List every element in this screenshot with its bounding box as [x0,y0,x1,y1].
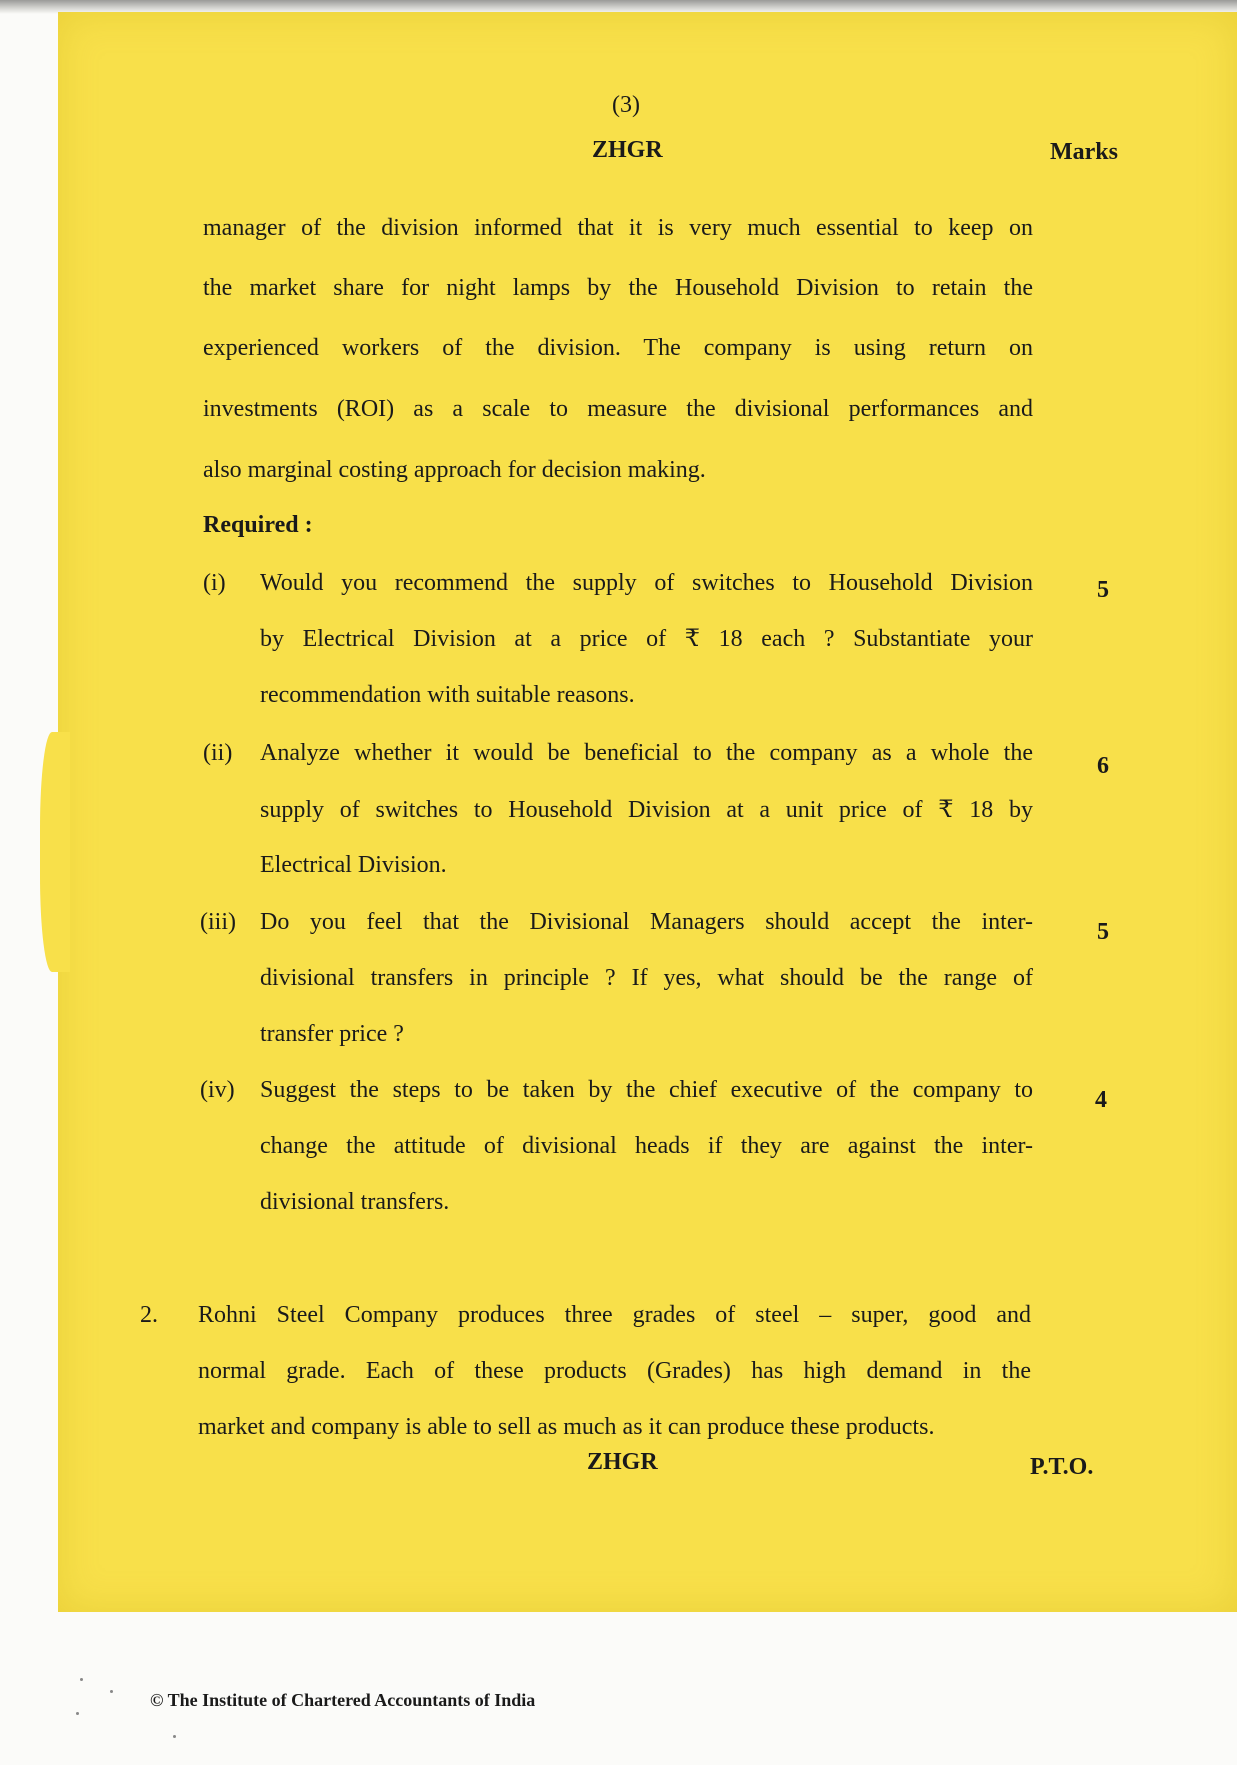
scan-speck [173,1735,176,1738]
paper-code-footer: ZHGR [587,1449,658,1475]
intro-line: manager of the division informed that it is very much essential to keep on [203,215,1033,241]
part-number: (i) [203,570,226,596]
part-line: by Electrical Division at a price of ₹ 18 each ? Substantiate your [260,626,1033,652]
intro-line: investments (ROI) as a scale to measure the divisional performances and [203,396,1033,422]
question-line: normal grade. Each of these products (Grades) has high demand in the [198,1358,1031,1384]
part-line: Analyze whether it would be beneficial to the company as a whole the [260,740,1033,766]
paper-code-header: ZHGR [592,137,663,163]
part-line: Suggest the steps to be taken by the chief executive of the company to [260,1077,1033,1103]
scan-speck [110,1690,113,1693]
pto-label: P.T.O. [1030,1454,1094,1480]
part-number: (iii) [200,909,236,935]
part-line: divisional transfers. [260,1189,450,1215]
part-marks: 5 [1097,577,1109,603]
part-marks: 6 [1097,753,1109,779]
part-line: recommendation with suitable reasons. [260,682,635,708]
part-line: Electrical Division. [260,852,447,878]
part-number: (ii) [203,740,233,766]
part-line: Do you feel that the Divisional Managers should accept the inter- [260,909,1033,935]
marks-column-heading: Marks [1050,139,1118,165]
intro-line: also marginal costing approach for decision making. [203,457,706,483]
part-line: supply of switches to Household Division at a unit price of ₹ 18 by [260,797,1033,823]
part-line: Would you recommend the supply of switches to Household Division [260,570,1033,596]
part-line: transfer price ? [260,1021,404,1047]
intro-line: experienced workers of the division. The company is using return on [203,335,1033,361]
question-number: 2. [140,1302,158,1328]
scan-speck [80,1678,83,1681]
torn-edge [40,732,70,972]
question-line: Rohni Steel Company produces three grades of steel – super, good and [198,1302,1031,1328]
question-line: market and company is able to sell as much as it can produce these products. [198,1414,935,1440]
copyright-notice: © The Institute of Chartered Accountants of India [150,1690,536,1710]
part-marks: 4 [1095,1087,1107,1113]
part-number: (iv) [200,1077,235,1103]
required-heading: Required : [203,512,313,538]
page-number: (3) [612,92,640,118]
intro-line: the market share for night lamps by the Household Division to retain the [203,275,1033,301]
part-marks: 5 [1097,919,1109,945]
scan-speck [76,1712,79,1715]
part-line: divisional transfers in principle ? If yes, what should be the range of [260,965,1033,991]
part-line: change the attitude of divisional heads if they are against the inter- [260,1133,1033,1159]
